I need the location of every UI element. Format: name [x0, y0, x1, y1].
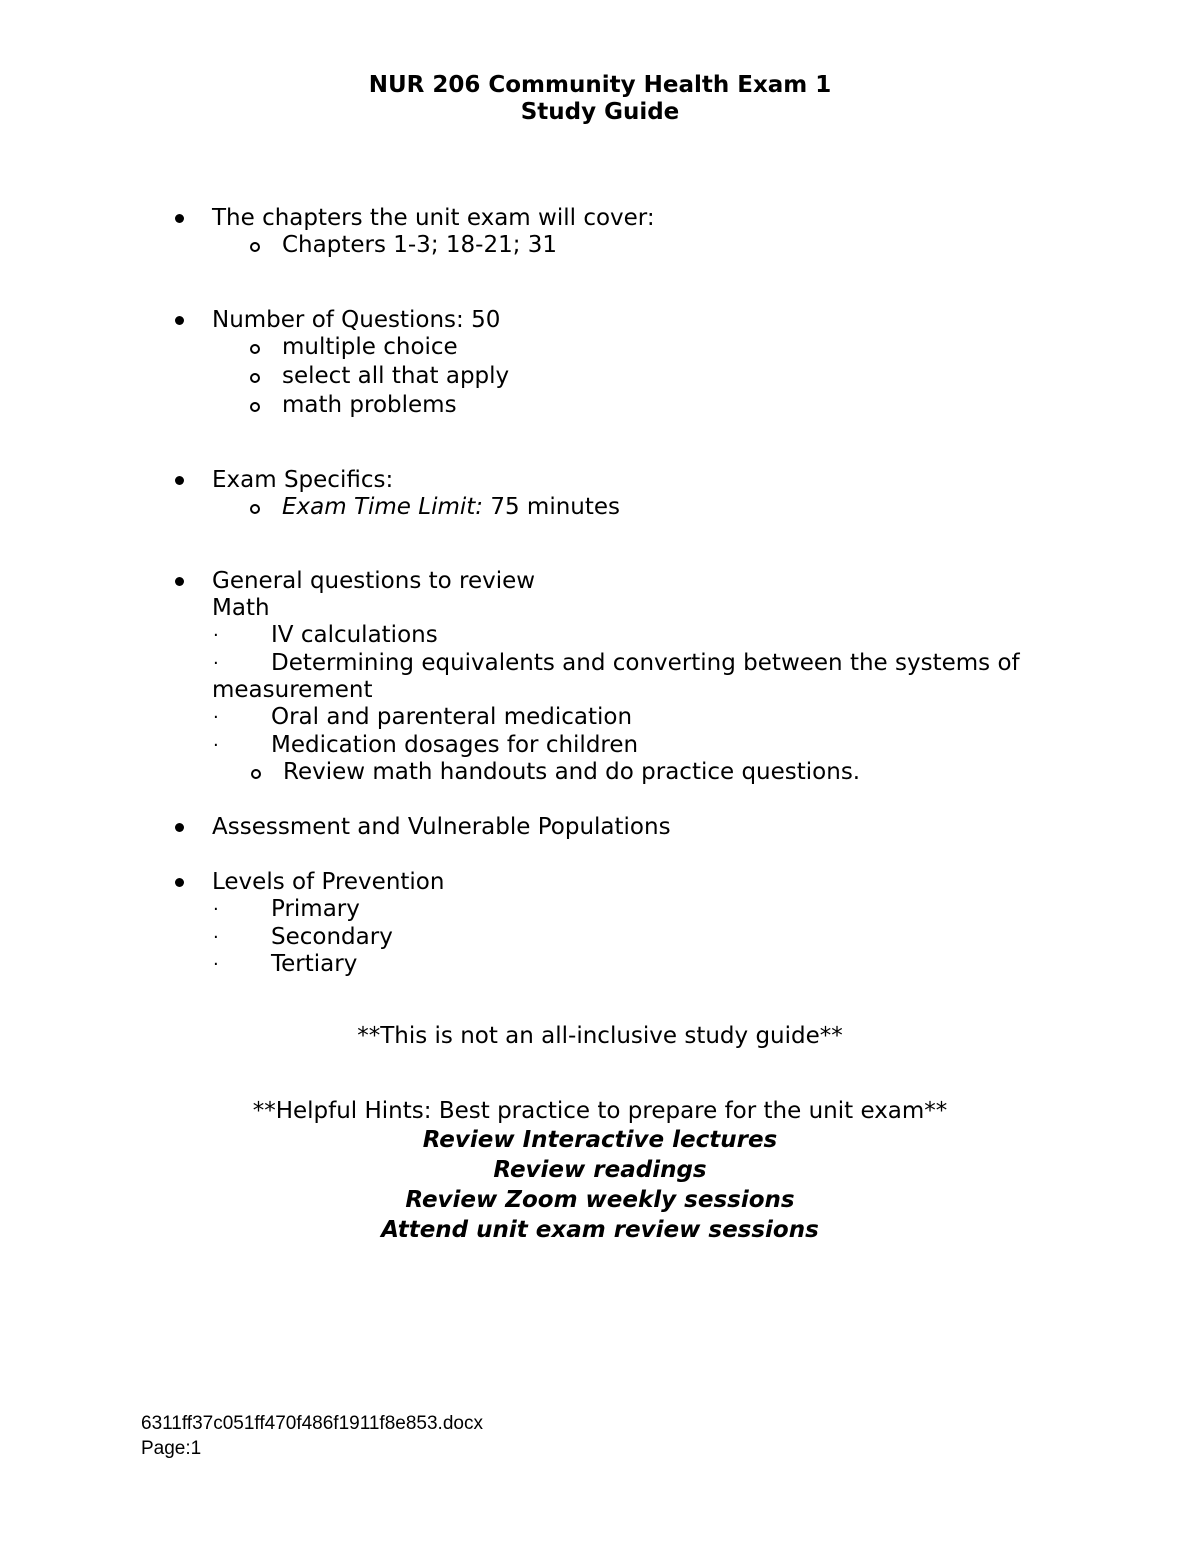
small-dot-icon: ·	[213, 927, 219, 948]
circle-bullet-icon	[250, 373, 260, 383]
chapters-item: Chapters 1-3; 18-21; 31	[282, 232, 558, 258]
time-limit-label: Exam Time Limit:	[282, 494, 484, 520]
hint-item: Attend unit exam review sessions	[381, 1217, 819, 1243]
small-dot-icon: ·	[213, 707, 219, 728]
circle-bullet-icon	[250, 242, 260, 252]
math-review-item: Review math handouts and do practice questions.	[283, 759, 861, 785]
bullet-icon	[175, 316, 184, 325]
doc-title: NUR 206 Community Health Exam 1	[368, 72, 832, 98]
question-type-item: math problems	[282, 392, 457, 418]
bullet-icon	[175, 878, 184, 887]
assessment-label: Assessment and Vulnerable Populations	[212, 814, 671, 840]
hints-heading: **Helpful Hints: Best practice to prepare for the unit exam**	[252, 1098, 948, 1124]
math-item: Medication dosages for children	[271, 732, 639, 758]
time-limit-line	[282, 494, 620, 521]
time-limit-value: 75 minutes	[483, 494, 621, 520]
small-dot-icon: ·	[213, 954, 219, 975]
circle-bullet-icon	[251, 769, 261, 779]
bullet-icon	[175, 214, 184, 223]
math-item-continued: measurement	[212, 677, 373, 703]
hint-item: Review readings	[493, 1157, 707, 1183]
prevention-item: Primary	[271, 896, 360, 922]
questions-label: Number of Questions: 50	[212, 307, 501, 333]
math-item: IV calculations	[271, 622, 438, 648]
chapters-label: The chapters the unit exam will cover:	[212, 205, 655, 231]
circle-bullet-icon	[250, 504, 260, 514]
footer-page-number: Page:1	[141, 1438, 202, 1459]
question-type-item: multiple choice	[282, 334, 458, 360]
general-label: General questions to review	[212, 568, 536, 594]
bullet-icon	[175, 476, 184, 485]
specifics-label: Exam Specifics:	[212, 467, 394, 493]
disclaimer: **This is not an all-inclusive study guide**	[357, 1023, 843, 1049]
circle-bullet-icon	[250, 402, 260, 412]
prevention-item: Tertiary	[271, 951, 358, 977]
question-type-item: select all that apply	[282, 363, 510, 389]
circle-bullet-icon	[250, 344, 260, 354]
small-dot-icon: ·	[213, 625, 219, 646]
small-dot-icon: ·	[213, 899, 219, 920]
doc-subtitle: Study Guide	[520, 99, 680, 125]
math-label: Math	[212, 595, 270, 621]
math-item: Oral and parenteral medication	[271, 704, 633, 730]
footer-filename: 6311ff37c051ff470f486f1911f8e853.docx	[141, 1413, 483, 1434]
math-item: Determining equivalents and converting between the systems of	[271, 650, 1020, 676]
hint-item: Review Zoom weekly sessions	[405, 1187, 795, 1213]
hint-item: Review Interactive lectures	[422, 1127, 778, 1153]
small-dot-icon: ·	[213, 653, 219, 674]
bullet-icon	[175, 577, 184, 586]
small-dot-icon: ·	[213, 735, 219, 756]
bullet-icon	[175, 823, 184, 832]
prevention-item: Secondary	[271, 924, 393, 950]
prevention-label: Levels of Prevention	[212, 869, 445, 895]
